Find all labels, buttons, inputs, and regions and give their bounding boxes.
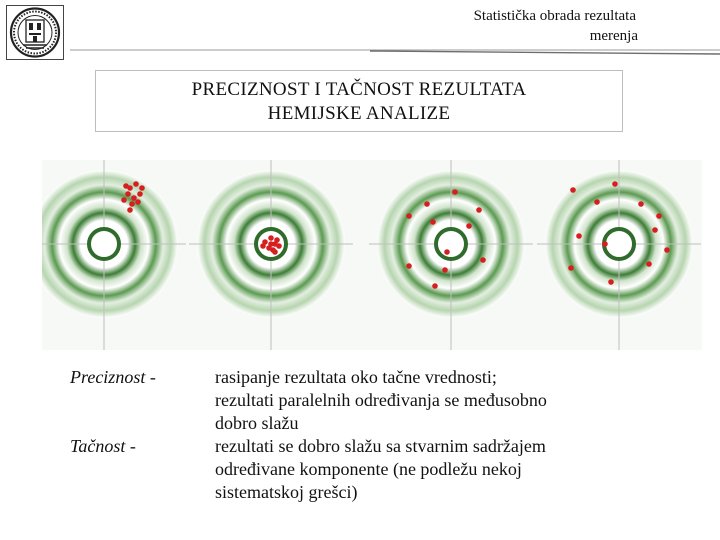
measurement-point bbox=[121, 197, 127, 203]
measurement-point bbox=[137, 191, 143, 197]
measurement-point bbox=[268, 241, 274, 247]
definition-term: Preciznost - bbox=[70, 367, 156, 387]
measurement-point bbox=[466, 223, 472, 229]
measurement-point bbox=[276, 243, 282, 249]
university-seal-icon bbox=[6, 5, 64, 60]
measurement-point bbox=[406, 263, 412, 269]
definition-description bbox=[215, 366, 710, 435]
definition-precision bbox=[70, 366, 710, 435]
targets-figure bbox=[42, 160, 702, 350]
measurement-point bbox=[612, 181, 618, 187]
definition-line: dobro slažu bbox=[215, 413, 299, 433]
definitions bbox=[70, 366, 710, 504]
slide-title-line1: PRECIZNOST I TAČNOST REZULTATA bbox=[191, 79, 527, 100]
measurement-point bbox=[127, 207, 133, 213]
definition-term: Tačnost - bbox=[70, 436, 136, 456]
measurement-point bbox=[272, 249, 278, 255]
measurement-point bbox=[260, 243, 266, 249]
measurement-point bbox=[268, 235, 274, 241]
definition-accuracy bbox=[70, 435, 710, 504]
definition-description bbox=[215, 435, 710, 504]
measurement-point bbox=[444, 249, 450, 255]
definition-line: rezultati se dobro slažu sa stvarnim sadržajem bbox=[215, 436, 546, 456]
measurement-point bbox=[646, 261, 652, 267]
measurement-point bbox=[656, 213, 662, 219]
measurement-point bbox=[424, 201, 430, 207]
measurement-point bbox=[570, 187, 576, 193]
measurement-point bbox=[406, 213, 412, 219]
measurement-point bbox=[602, 241, 608, 247]
measurement-point bbox=[129, 201, 135, 207]
measurement-point bbox=[476, 207, 482, 213]
measurement-point bbox=[139, 185, 145, 191]
target-bullseye bbox=[436, 229, 466, 259]
measurement-point bbox=[133, 181, 139, 187]
measurement-point bbox=[576, 233, 582, 239]
measurement-point bbox=[608, 279, 614, 285]
target-bullseye bbox=[604, 229, 634, 259]
university-seal-logo bbox=[6, 5, 64, 60]
measurement-point bbox=[664, 247, 670, 253]
slide-title-line2: HEMIJSKE ANALIZE bbox=[267, 103, 451, 124]
measurement-point bbox=[638, 201, 644, 207]
definition-line: određivane komponente (ne podležu nekoj bbox=[215, 459, 522, 479]
definition-line: rezultati paralelnih određivanja se međusobno bbox=[215, 390, 547, 410]
measurement-point bbox=[135, 199, 141, 205]
measurement-point bbox=[131, 195, 137, 201]
definition-line: sistematskoj grešci) bbox=[215, 482, 358, 502]
measurement-point bbox=[125, 191, 131, 197]
header-title bbox=[376, 6, 636, 46]
measurement-point bbox=[594, 199, 600, 205]
measurement-point bbox=[442, 267, 448, 273]
measurement-point bbox=[452, 189, 458, 195]
precision-accuracy-illustration bbox=[42, 160, 702, 350]
measurement-point bbox=[480, 257, 486, 263]
measurement-point bbox=[568, 265, 574, 271]
measurement-point bbox=[432, 283, 438, 289]
measurement-point bbox=[652, 227, 658, 233]
header-title-line2: merenja bbox=[589, 28, 638, 44]
definition-line: rasipanje rezultata oko tačne vrednosti; bbox=[215, 367, 497, 387]
measurement-point bbox=[430, 219, 436, 225]
target-bullseye bbox=[89, 229, 119, 259]
header-title-line1: Statistička obrada rezultata bbox=[473, 8, 636, 24]
measurement-point bbox=[123, 183, 129, 189]
measurement-point bbox=[274, 237, 280, 243]
slide-title bbox=[95, 70, 623, 132]
